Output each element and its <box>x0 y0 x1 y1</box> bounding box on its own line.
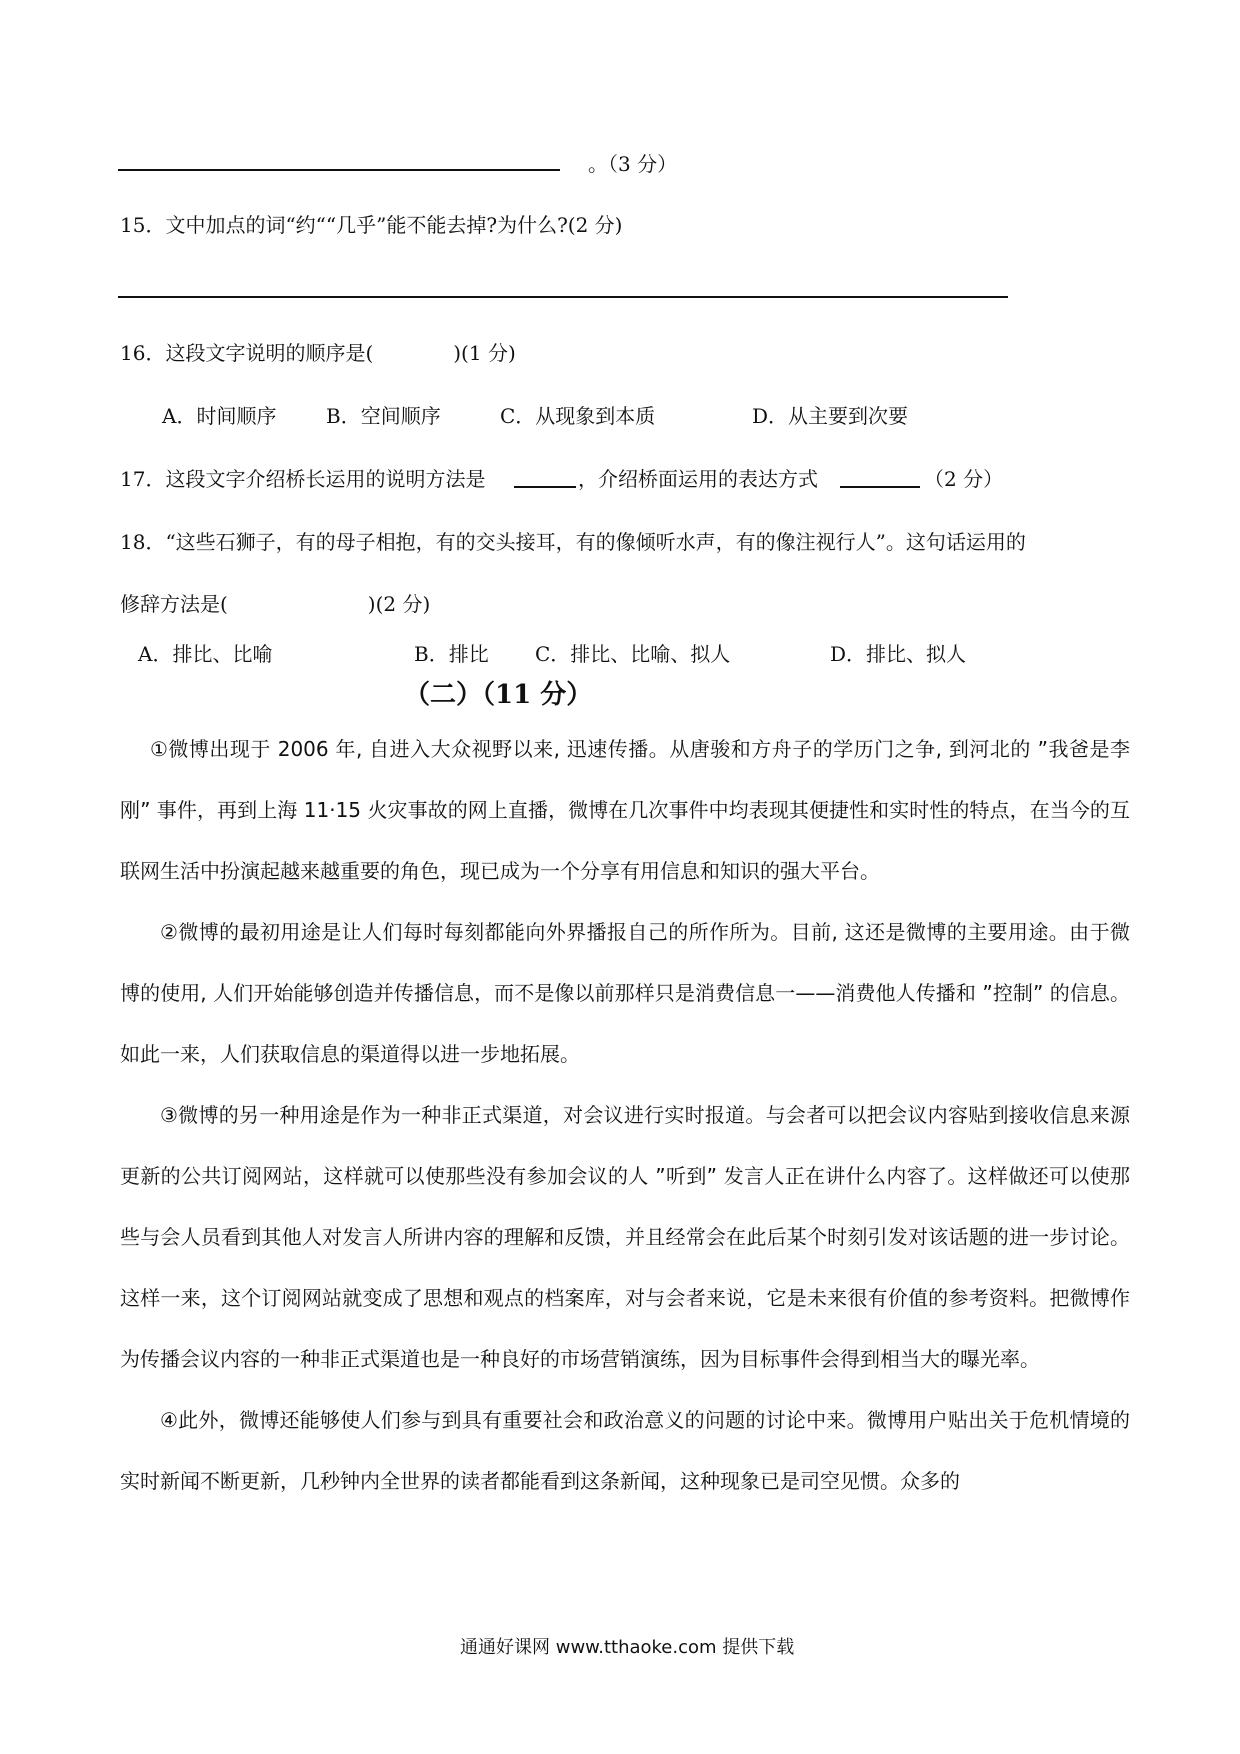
paragraph-1: ①微博出现于 2006 年, 自进入大众视野以来, 迅速传播。从唐骏和方舟子的学历门之争, 到河北的 ”我爸是李刚” 事件，再到上海 11·15 火灾事故的网上直播，微博在几次事件中均表现其便捷性和实时性的特点，在当今的互联网生活中扮演起越来越重要的角色，现已成为一个分享有用信息和知识的强大平台。 <box>120 737 1130 883</box>
page-footer: 通通好课网 www.tthaoke.com 提供下载 <box>460 1637 795 1658</box>
q16-option-b: B．空间顺序 <box>326 404 441 428</box>
q16-option-c: C．从现象到本质 <box>500 404 656 428</box>
q16-option-d: D．从主要到次要 <box>752 404 909 428</box>
q14-score: 。（3 分） <box>588 152 678 176</box>
question-17-score: （2 分） <box>924 467 1004 491</box>
question-16: 16．这段文字说明的顺序是( )(1 分) <box>120 341 516 365</box>
question-17-part1: 17．这段文字介绍桥长运用的说明方法是 <box>120 467 486 491</box>
answer-line-q15 <box>118 296 1008 298</box>
q18-option-a: A．排比、比喻 <box>138 642 273 666</box>
paragraph-4: ④此外，微博还能够使人们参与到具有重要社会和政治意义的问题的讨论中来。微博用户贴出关于危机情境的实时新闻不断更新，几秒钟内全世界的读者都能看到这条新闻，这种现象已是司空见惯。众多的 <box>120 1408 1130 1493</box>
question-18-line1: 18．“这些石狮子，有的母子相抱，有的交头接耳，有的像倾听水声，有的像注视行人”。这句话运用的 <box>120 530 1026 554</box>
answer-line-q17-2 <box>840 486 920 488</box>
q18-option-c: C．排比、比喻、拟人 <box>535 642 731 666</box>
answer-line-q17-1 <box>514 486 576 488</box>
question-18-line2: 修辞方法是( )(2 分) <box>120 592 431 616</box>
question-17-part2: ，介绍桥面运用的表达方式 <box>578 467 818 491</box>
question-15: 15．文中加点的词“约““几乎”能不能去掉?为什么?(2 分) <box>120 213 623 237</box>
answer-line-q14 <box>118 169 560 171</box>
paragraph-2: ②微博的最初用途是让人们每时每刻都能向外界播报自己的所作所为。目前, 这还是微博的主要用途。由于微博的使用, 人们开始能够创造并传播信息，而不是像以前那样只是消费信息一——消费他人传播和 ”控制” 的信息。如此一来，人们获取信息的渠道得以进一步地拓展。 <box>120 920 1130 1066</box>
q18-option-b: B．排比 <box>414 642 489 666</box>
q16-option-a: A．时间顺序 <box>162 404 277 428</box>
paragraph-3: ③微博的另一种用途是作为一种非正式渠道，对会议进行实时报道。与会者可以把会议内容贴到接收信息来源更新的公共订阅网站，这样就可以使那些没有参加会议的人 ”听到” 发言人正在讲什么内容了。这样做还可以使那些与会人员看到其他人对发言人所讲内容的理解和反馈，并且经常会在此后某个时刻引发对该话题的进一步讨论。这样一来，这个订阅网站就变成了思想和观点的档案库，对与会者来说，它是未来很有价值的参考资料。把微博作为传播会议内容的一种非正式渠道也是一种良好的市场营销演练，因为目标事件会得到相当大的曝光率。 <box>120 1103 1130 1371</box>
q18-option-d: D．排比、拟人 <box>830 642 967 666</box>
section-heading: （二）（11 分） <box>404 680 593 710</box>
reading-passage <box>120 719 1130 1512</box>
